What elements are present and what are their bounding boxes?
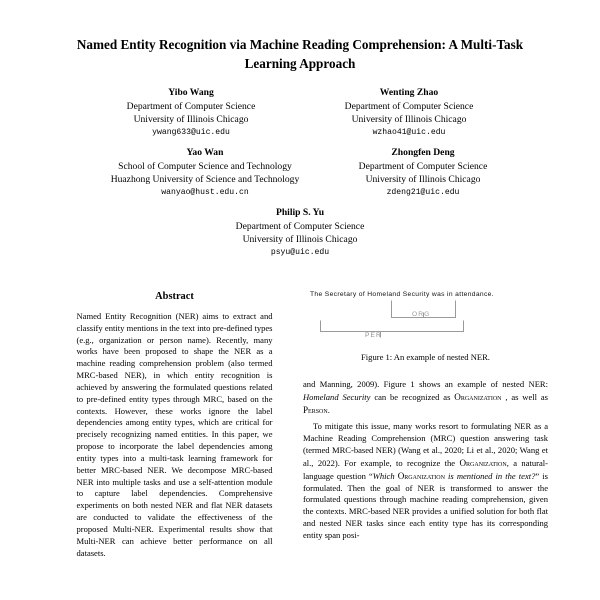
figure-bracket-diagram [303, 291, 548, 349]
author-email: wzhao41@uic.edu [372, 127, 446, 137]
author-email: psyu@uic.edu [270, 247, 330, 257]
author-department: School of Computer Science and Technology [118, 161, 292, 173]
para1-tail: . [327, 404, 330, 415]
author-institution: Huazhong University of Science and Technology [110, 173, 300, 185]
author-name: Zhongfen Deng [391, 147, 455, 159]
para1-mid2: , as well as [501, 391, 548, 402]
author-email: zdeng21@uic.edu [386, 187, 460, 197]
author-row [28, 87, 572, 138]
author-name: Yibo Wang [168, 87, 214, 99]
author-row [28, 147, 572, 198]
author-name: Yao Wan [186, 147, 224, 159]
left-column [52, 291, 297, 600]
para2-seg2: , a natural-language question “ [303, 457, 548, 481]
author-institution: University of Illinois Chicago [242, 233, 358, 245]
author-entry [300, 87, 518, 138]
para1-type-organization: Organization [454, 391, 502, 402]
author-department: Department of Computer Science [126, 101, 256, 113]
para1-type-person: Person [303, 404, 328, 415]
right-column-text [303, 379, 548, 542]
abstract-text: Named Entity Recognition (NER) aims to extract and classify entity mentions in the text into pre-defined types (e.g., organization or person name). Recently, many works have been proposed to shape the NER as a machine reading comprehension problem (also termed MRC-based NER), in which entity recognition is achieved by answering the formulated questions related to pre-defined entity types through MRC, based on the contexts. However, these works ignore the label dependencies among entity types, which are critical for precisely recognizing named entities. In this paper, we propose to incorporate the label dependencies among entity types into a multi-task learning framework for better MRC-based NER. We decompose MRC-based NER into multiple tasks and use a self-attention module to capture label dependencies. Comprehensive experiments on both nested NER and flat NER datasets are conducted to validate the effectiveness of the proposed Multi-NER. Experimental results show that Multi-NER can achieve better performance on all datasets. [76, 311, 273, 558]
author-name: Wenting Zhao [379, 87, 439, 99]
para2-seg3: ” is formulated. Then the goal of NER is transformed to answer the formulated questions through machine reading comprehension, given the contexts. MRC-based NER provides a unified solution for both flat and nested NER tasks since each entity type has its corresponding entity span posi- [303, 470, 548, 540]
right-column [303, 291, 548, 600]
per-bracket [321, 321, 464, 338]
abstract-heading: Abstract [155, 291, 194, 302]
author-name: Philip S. Yu [275, 207, 325, 219]
figure-example-sentence: The Secretary of Homeland Security was in attendance. [310, 291, 494, 298]
para2-question-type: Organization [397, 470, 445, 481]
author-email: ywang633@uic.edu [152, 127, 230, 137]
author-institution: University of Illinois Chicago [133, 113, 249, 125]
para1-mid1: can be recognized as [370, 391, 455, 402]
paragraph-continuation [303, 379, 548, 416]
para2-question-which: Which [372, 470, 398, 481]
author-entry [328, 147, 518, 198]
author-entry [82, 87, 300, 138]
figure-org-label: ORG [412, 311, 431, 318]
para2-question-tail: is mentioned in the text? [444, 470, 536, 481]
paragraph-mrc [303, 421, 548, 541]
author-institution: University of Illinois Chicago [351, 113, 467, 125]
author-entry [82, 147, 328, 198]
page-title: Named Entity Recognition via Machine Reading Comprehension: A Multi-Task Learning Approach [76, 37, 524, 71]
para2-seg1: To mitigate this issue, many works resort to formulating NER as a Machine Reading Comprehension (MRC) question answering task (termed MRC-based NER) (Wang et al., 2020; Li et al., 2020; Wang et al., 2022). For example, to recognize the [303, 421, 548, 468]
para1-lead: and Manning, 2009). Figure 1 shows an example of nested NER: [303, 379, 548, 389]
figure-per-label: PER [365, 332, 382, 339]
title-block [0, 0, 600, 73]
author-entry [236, 207, 365, 258]
author-department: Department of Computer Science [344, 101, 474, 113]
figure-1 [303, 291, 548, 362]
body-columns [0, 291, 600, 600]
author-row [28, 207, 572, 258]
figure-caption: Figure 1: An example of nested NER. [361, 352, 490, 362]
author-email: wanyao@hust.edu.cn [161, 187, 249, 197]
para2-type-organization: Organization [459, 457, 507, 468]
author-block [0, 87, 600, 258]
author-department: Department of Computer Science [358, 161, 488, 173]
para1-entity-mention: Homeland Security [303, 391, 371, 402]
author-institution: University of Illinois Chicago [365, 173, 481, 185]
author-department: Department of Computer Science [235, 221, 365, 233]
